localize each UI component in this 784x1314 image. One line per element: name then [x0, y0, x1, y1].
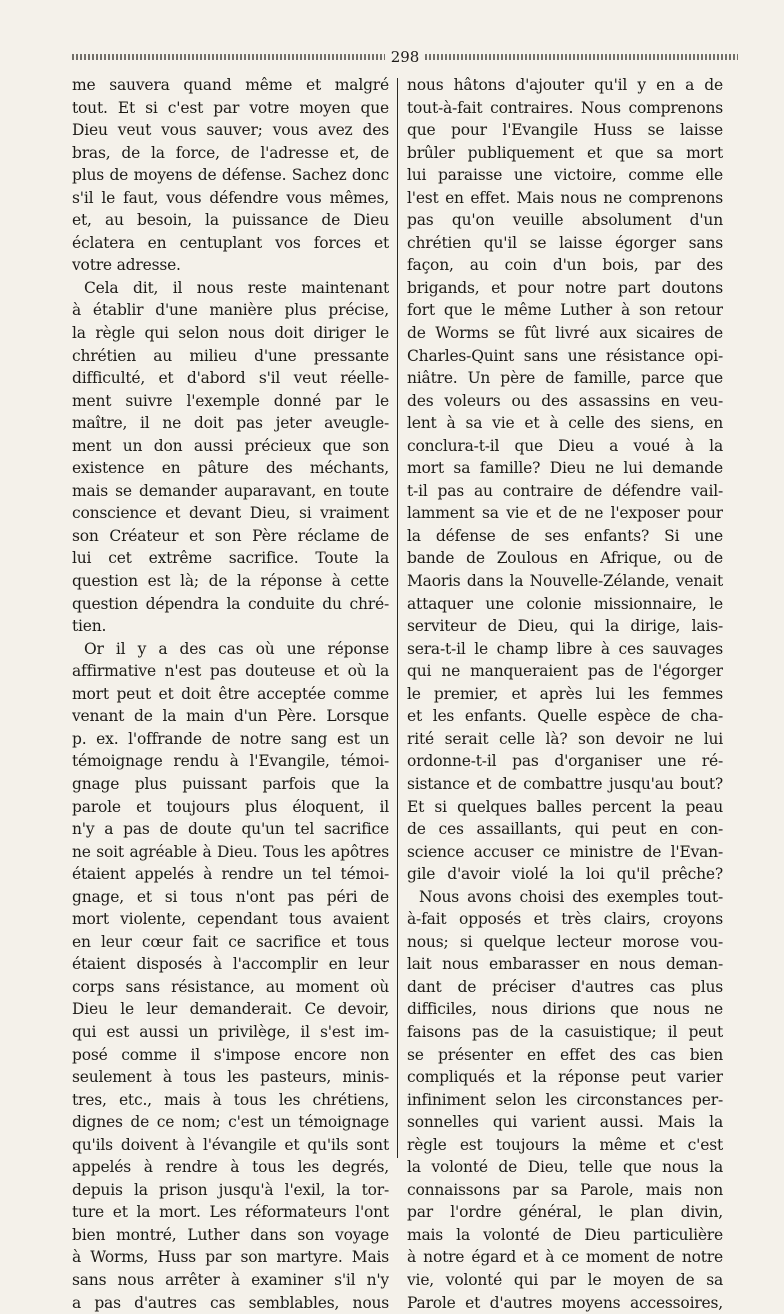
text-line: serviteur de Dieu, qui la dirige, lais-: [407, 617, 723, 636]
text-line: question dépendra la conduite du chré-: [72, 594, 389, 613]
text-line: ment un don aussi précieux que son: [72, 436, 389, 455]
text-line: mais la volonté de Dieu particulière: [407, 1225, 723, 1244]
left-column: [72, 74, 397, 1312]
text-line: Charles-Quint sans une résistance opi-: [407, 346, 723, 365]
text-line: tres, etc., mais à tous les chrétiens,: [72, 1090, 389, 1109]
text-line: gnage plus puissant parfois que la: [72, 774, 389, 793]
text-line: de ces assaillants, qui peut en con-: [407, 820, 723, 839]
header-rule-left: [72, 54, 385, 60]
text-line: brûler publiquement et que sa mort: [407, 143, 723, 162]
text-line: sera-t-il le champ libre à ces sauvages: [407, 639, 723, 658]
text-line: étaient disposés à l'accomplir en leur: [72, 955, 389, 974]
text-line: que pour l'Evangile Huss se laisse: [407, 121, 723, 140]
text-line: qui ne manqueraient pas de l'égorger: [407, 662, 723, 681]
text-line: lui paraisse une victoire, comme elle: [407, 166, 723, 185]
text-line: qu'ils doivent à l'évangile et qu'ils sont: [72, 1135, 389, 1154]
text-line: sistance et de combattre jusqu'au bout?: [407, 774, 723, 793]
text-line: lent à sa vie et à celle des siens, en: [407, 414, 723, 433]
text-line: le premier, et après lui les femmes: [407, 684, 723, 703]
text-line: parole et toujours plus éloquent, il: [72, 797, 389, 816]
text-line: bande de Zoulous en Afrique, ou de: [407, 549, 723, 568]
text-line: t-il pas au contraire de défendre vail-: [407, 481, 723, 500]
text-line: bras, de la force, de l'adresse et, de: [72, 143, 389, 162]
text-line: Et si quelques balles percent la peau: [407, 797, 723, 816]
text-line: tien.: [72, 617, 107, 636]
text-line: Or il y a des cas où une réponse: [84, 639, 389, 658]
text-line: venant de la main d'un Père. Lorsque: [72, 707, 389, 726]
text-line: étaient appelés à rendre un tel témoi-: [72, 865, 389, 884]
text-line: lait nous embarasser en nous deman-: [407, 955, 723, 974]
text-line: tout-à-fait contraires. Nous comprenons: [407, 98, 723, 117]
text-line: attaquer une colonie missionnaire, le: [407, 594, 723, 613]
text-line: corps sans résistance, au moment où: [72, 977, 389, 996]
text-line: ture et la mort. Les réformateurs l'ont: [72, 1203, 389, 1222]
text-line: son Créateur et son Père réclame de: [72, 526, 389, 545]
text-line: gnage, et si tous n'ont pas péri de: [72, 887, 389, 906]
text-line: règle est toujours la même et c'est: [407, 1135, 723, 1154]
text-line: éclatera en centuplant vos forces et: [72, 233, 389, 252]
text-line: difficiles, nous dirions que nous ne: [407, 1000, 723, 1019]
text-columns: [72, 74, 738, 1312]
text-line: par l'ordre général, le plan divin,: [407, 1203, 723, 1222]
text-line: façon, au coin d'un bois, par des: [407, 256, 723, 275]
text-line: Nous avons choisi des exemples tout-: [419, 887, 723, 906]
text-line: plus de moyens de défense. Sachez donc: [72, 166, 389, 185]
text-line: mort violente, cependant tous avaient: [72, 910, 389, 929]
text-line: faisons pas de la casuistique; il peut: [407, 1022, 723, 1041]
text-line: mort sa famille? Dieu ne lui demande: [407, 459, 723, 478]
text-line: conscience et devant Dieu, si vraiment: [72, 504, 389, 523]
text-line: rité serait celle là? son devoir ne lui: [407, 729, 723, 748]
text-line: sonnelles qui varient aussi. Mais la: [407, 1113, 723, 1132]
text-line: infiniment selon les circonstances per-: [407, 1090, 723, 1109]
text-line: depuis la prison jusqu'à l'exil, la tor-: [72, 1180, 389, 1199]
text-line: dant de préciser d'autres cas plus: [407, 977, 723, 996]
text-line: pas qu'on veuille absolument d'un: [407, 211, 723, 230]
text-line: Dieu le leur demanderait. Ce devoir,: [72, 1000, 389, 1019]
text-line: Cela dit, il nous reste maintenant: [84, 278, 389, 297]
text-line: se présenter en effet des cas bien: [407, 1045, 723, 1064]
text-line: en leur cœur fait ce sacrifice et tous: [72, 932, 389, 951]
text-line: me sauvera quand même et malgré: [72, 76, 389, 94]
text-line: dignes de ce nom; c'est un témoignage: [72, 1113, 389, 1132]
text-line: à-fait opposés et très clairs, croyons: [407, 910, 723, 929]
text-line: et les enfants. Quelle espèce de cha-: [407, 707, 723, 726]
text-line: chrétien qu'il se laisse égorger sans: [407, 233, 723, 252]
text-line: p. ex. l'offrande de notre sang est un: [72, 729, 389, 748]
text-line: fort que le même Luther à son retour: [407, 301, 723, 320]
text-line: conclura-t-il que Dieu a voué à la: [407, 436, 723, 455]
text-line: a pas d'autres cas semblables, nous: [72, 1293, 389, 1312]
text-line: difficulté, et d'abord s'il veut réelle-: [72, 369, 389, 388]
text-line: posé comme il s'impose encore non: [72, 1045, 389, 1064]
text-line: science accuser ce ministre de l'Evan-: [407, 842, 723, 861]
text-line: niâtre. Un père de famille, parce que: [407, 369, 723, 388]
text-line: lamment sa vie et de ne l'exposer pour: [407, 504, 723, 523]
text-line: la volonté de Dieu, telle que nous la: [407, 1158, 723, 1177]
text-line: nous hâtons d'ajouter qu'il y en a de: [407, 76, 723, 94]
text-line: témoignage rendu à l'Evangile, témoi-: [72, 752, 389, 771]
text-line: chrétien au milieu d'une pressante: [72, 346, 389, 365]
text-line: Dieu veut vous sauver; vous avez des: [72, 121, 389, 140]
text-line: Parole et d'autres moyens accessoires,: [407, 1293, 723, 1312]
text-line: vie, volonté qui par le moyen de sa: [407, 1270, 723, 1289]
text-line: gile d'avoir violé la loi qu'il prêche?: [407, 865, 723, 884]
text-line: lui cet extrême sacrifice. Toute la: [72, 549, 389, 568]
text-line: s'il le faut, vous défendre vous mêmes,: [72, 188, 389, 207]
text-line: ne soit agréable à Dieu. Tous les apôtres: [72, 842, 389, 861]
header-rule-right: [425, 54, 738, 60]
text-line: à Worms, Huss par son martyre. Mais: [72, 1248, 389, 1267]
text-line: existence en pâture des méchants,: [72, 459, 389, 478]
text-line: ordonne-t-il pas d'organiser une ré-: [407, 752, 723, 771]
text-line: Maoris dans la Nouvelle-Zélande, venait: [407, 572, 723, 591]
page-number: 298: [390, 48, 420, 66]
text-line: n'y a pas de doute qu'un tel sacrifice: [72, 820, 389, 839]
text-line: l'est en effet. Mais nous ne comprenons: [407, 188, 723, 207]
text-line: à établir d'une manière plus précise,: [72, 301, 389, 320]
text-line: sans nous arrêter à examiner s'il n'y: [72, 1270, 389, 1289]
text-line: à notre égard et à ce moment de notre: [407, 1248, 723, 1267]
text-line: et, au besoin, la puissance de Dieu: [72, 211, 389, 230]
text-line: mort peut et doit être acceptée comme: [72, 684, 389, 703]
text-line: maître, il ne doit pas jeter aveugle-: [72, 414, 389, 433]
text-line: ment suivre l'exemple donné par le: [72, 391, 389, 410]
text-line: connaissons par sa Parole, mais non: [407, 1180, 723, 1199]
text-line: compliqués et la réponse peut varier: [407, 1068, 723, 1087]
text-line: mais se demander auparavant, en toute: [72, 481, 389, 500]
page-header: [72, 46, 738, 68]
text-line: qui est aussi un privilège, il s'est im-: [72, 1022, 389, 1041]
text-line: bien montré, Luther dans son voyage: [72, 1225, 389, 1244]
text-line: des voleurs ou des assassins en veu-: [407, 391, 723, 410]
text-line: nous; si quelque lecteur morose vou-: [407, 932, 723, 951]
text-line: question est là; de la réponse à cette: [72, 572, 389, 591]
text-line: la règle qui selon nous doit diriger le: [72, 324, 389, 343]
text-line: tout. Et si c'est par votre moyen que: [72, 98, 389, 117]
text-line: seulement à tous les pasteurs, minis-: [72, 1068, 389, 1087]
text-line: appelés à rendre à tous les degrés,: [72, 1158, 389, 1177]
text-line: la défense de ses enfants? Si une: [407, 526, 723, 545]
text-line: brigands, et pour notre part doutons: [407, 278, 723, 297]
text-line: affirmative n'est pas douteuse et où la: [72, 662, 389, 681]
text-line: votre adresse.: [72, 256, 181, 275]
right-column: [398, 74, 723, 1312]
text-line: de Worms se fût livré aux sicaires de: [407, 324, 723, 343]
